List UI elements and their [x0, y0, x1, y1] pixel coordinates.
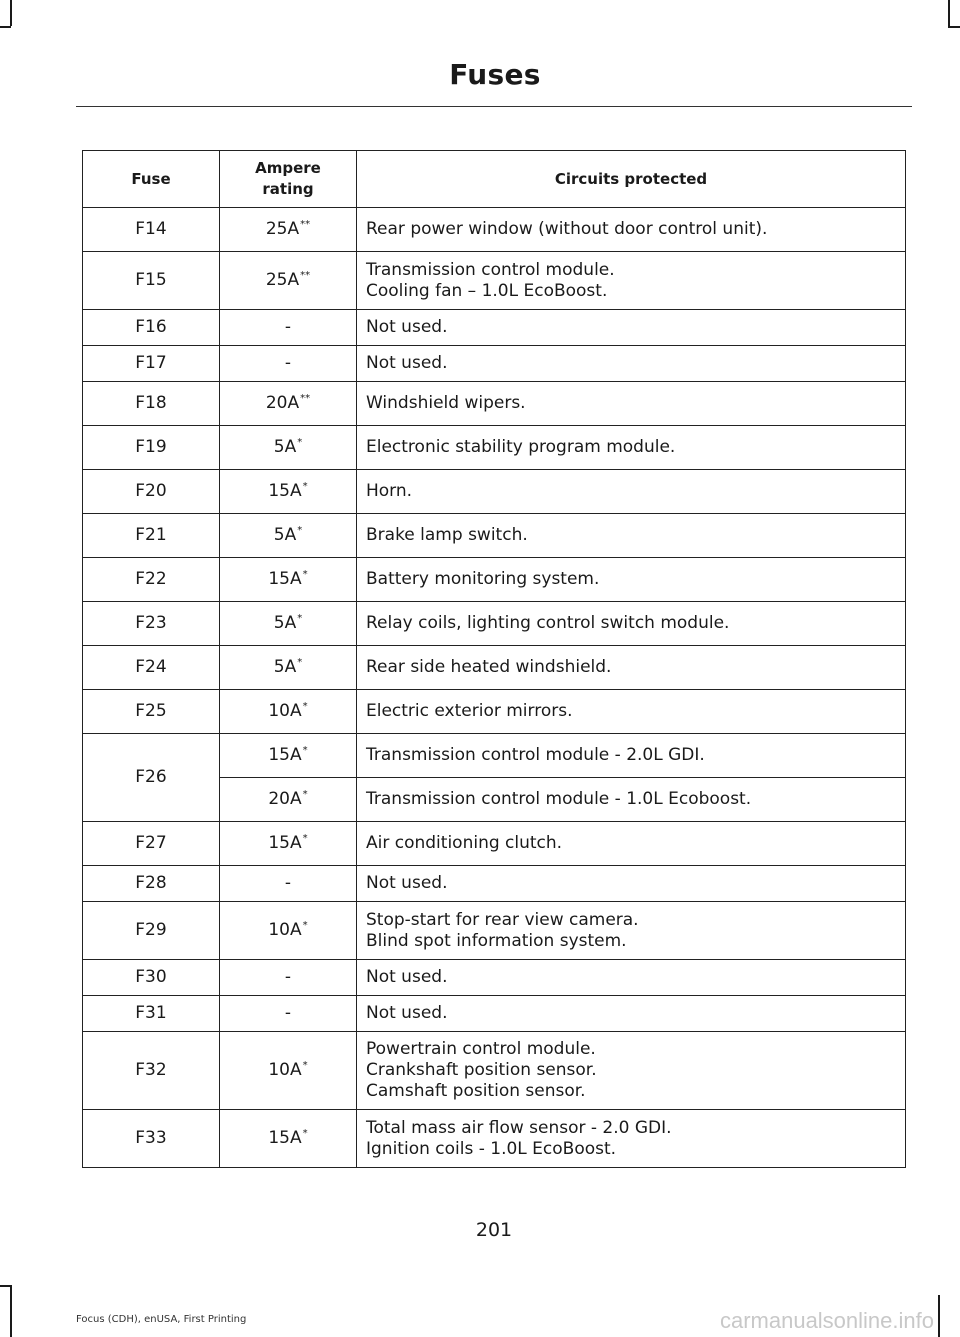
crop-mark-bottom-left	[10, 1285, 12, 1337]
circuits-protected	[357, 960, 906, 996]
circuit-line: Crankshaft position sensor.	[366, 1060, 597, 1080]
circuit-line: Rear side heated windshield.	[366, 657, 612, 677]
ampere-value: -	[284, 317, 292, 337]
ampere-rating	[220, 252, 357, 310]
ampere-rating	[220, 426, 357, 470]
table-row	[83, 346, 906, 382]
circuits-protected	[357, 310, 906, 346]
table-row	[83, 960, 906, 996]
table-row	[83, 558, 906, 602]
page-number: 201	[475, 1219, 513, 1241]
circuit-line: Stop-start for rear view camera.	[366, 909, 639, 930]
circuit-line: Brake lamp switch.	[366, 525, 528, 545]
footnote-marker: *	[297, 613, 303, 624]
circuits-protected	[357, 558, 906, 602]
circuit-line: Windshield wipers.	[366, 393, 526, 413]
footnote-marker: *	[297, 657, 303, 668]
footnote-marker: **	[300, 219, 311, 230]
table-row	[83, 208, 906, 252]
ampere-value: 25A	[265, 270, 300, 290]
fuse-table	[82, 150, 906, 1168]
circuits-protected	[357, 734, 906, 778]
circuits-protected	[357, 778, 906, 822]
ampere-rating	[220, 646, 357, 690]
circuit-line: Transmission control module - 2.0L GDI.	[366, 745, 705, 765]
ampere-value: -	[284, 873, 292, 893]
ampere-value: -	[284, 967, 292, 987]
fuse-id: F23	[83, 602, 220, 646]
footnote-marker: *	[297, 525, 303, 536]
circuits-protected	[357, 346, 906, 382]
fuse-id: F17	[83, 346, 220, 382]
circuit-line: Air conditioning clutch.	[366, 833, 563, 853]
fuse-id: F18	[83, 382, 220, 426]
fuse-id: F21	[83, 514, 220, 558]
fuse-id: F15	[83, 252, 220, 310]
ampere-value: 10A	[268, 1060, 302, 1080]
ampere-value: 25A	[265, 219, 300, 239]
table-row	[83, 822, 906, 866]
fuse-id: F27	[83, 822, 220, 866]
circuit-line: Battery monitoring system.	[366, 569, 600, 589]
circuit-line: Powertrain control module.	[366, 1039, 596, 1059]
footnote-marker: *	[302, 833, 308, 844]
circuits-protected	[357, 426, 906, 470]
column-header-circuits-protected: Circuits protected	[357, 151, 906, 208]
crop-mark-top-right-h	[948, 26, 960, 28]
circuit-line: Camshaft position sensor.	[366, 1081, 586, 1101]
ampere-rating	[220, 778, 357, 822]
ampere-rating	[220, 1110, 357, 1168]
circuits-protected	[357, 996, 906, 1032]
ampere-rating	[220, 866, 357, 902]
circuit-line: Total mass air flow sensor - 2.0 GDI.	[366, 1117, 672, 1138]
footer-text: Focus (CDH), enUSA, First Printing	[76, 1314, 247, 1325]
footnote-marker: *	[302, 1060, 308, 1071]
circuit-line: Blind spot information system.	[366, 930, 627, 951]
circuit-line: Electric exterior mirrors.	[366, 701, 573, 721]
ampere-rating	[220, 470, 357, 514]
ampere-value: 15A	[268, 481, 302, 501]
circuits-protected	[357, 208, 906, 252]
ampere-value: 10A	[268, 920, 302, 940]
circuits-protected	[357, 822, 906, 866]
table-row	[83, 902, 906, 960]
table-row	[83, 514, 906, 558]
table-row	[83, 310, 906, 346]
circuits-protected	[357, 602, 906, 646]
circuits-protected	[357, 1110, 906, 1168]
ampere-value: 5A	[273, 437, 297, 457]
ampere-rating	[220, 602, 357, 646]
fuse-id: F24	[83, 646, 220, 690]
fuse-id: F26	[83, 734, 220, 822]
table-row	[83, 426, 906, 470]
crop-mark-top-left	[10, 0, 12, 26]
fuse-id: F14	[83, 208, 220, 252]
table-row	[83, 382, 906, 426]
ampere-rating	[220, 346, 357, 382]
ampere-rating	[220, 902, 357, 960]
ampere-rating	[220, 208, 357, 252]
ampere-rating	[220, 822, 357, 866]
circuits-protected	[357, 382, 906, 426]
circuit-line: Transmission control module.	[366, 259, 615, 280]
circuit-line: Not used.	[366, 967, 448, 987]
table-row	[83, 1032, 906, 1110]
ampere-rating	[220, 1032, 357, 1110]
table-row	[83, 996, 906, 1032]
circuit-line: Rear power window (without door control unit).	[366, 219, 768, 239]
ampere-rating	[220, 996, 357, 1032]
table-row	[83, 690, 906, 734]
fuse-id: F20	[83, 470, 220, 514]
column-header-fuse: Fuse	[83, 151, 220, 208]
circuit-line: Electronic stability program module.	[366, 437, 676, 457]
ampere-value: 20A	[268, 789, 302, 809]
fuse-id: F22	[83, 558, 220, 602]
table-row	[83, 866, 906, 902]
footnote-marker: **	[300, 393, 311, 404]
footnote-marker: **	[300, 270, 311, 281]
circuit-line: Cooling fan – 1.0L EcoBoost.	[366, 280, 608, 301]
circuit-line: Horn.	[366, 481, 413, 501]
table-header-row	[83, 151, 906, 208]
footnote-marker: *	[302, 701, 308, 712]
circuit-line: Not used.	[366, 1003, 448, 1023]
crop-mark-bottom-left-h	[0, 1285, 11, 1287]
ampere-rating	[220, 310, 357, 346]
table-row	[83, 470, 906, 514]
crop-mark-bottom-right	[938, 1295, 940, 1337]
ampere-value: 5A	[273, 613, 297, 633]
fuse-id: F31	[83, 996, 220, 1032]
footnote-marker: *	[302, 481, 308, 492]
circuits-protected	[357, 252, 906, 310]
circuits-protected	[357, 1032, 906, 1110]
circuits-protected	[357, 902, 906, 960]
footnote-marker: *	[302, 569, 308, 580]
footnote-marker: *	[302, 789, 308, 800]
column-header-ampere-rating: Ampere rating	[220, 151, 357, 208]
circuits-protected	[357, 866, 906, 902]
fuse-id: F33	[83, 1110, 220, 1168]
fuse-id: F19	[83, 426, 220, 470]
ampere-rating	[220, 382, 357, 426]
ampere-value: 10A	[268, 701, 302, 721]
circuits-protected	[357, 646, 906, 690]
title-divider	[76, 106, 912, 107]
footnote-marker: *	[302, 920, 308, 931]
ampere-rating	[220, 514, 357, 558]
crop-mark-top-right	[948, 0, 950, 26]
circuit-line: Transmission control module - 1.0L Ecoboost.	[366, 789, 752, 809]
crop-mark-top-left-h	[0, 26, 11, 28]
footnote-marker: *	[297, 437, 303, 448]
circuit-line: Relay coils, lighting control switch module.	[366, 613, 730, 633]
page-title: Fuses	[449, 58, 541, 91]
ampere-value: 5A	[273, 525, 297, 545]
ampere-value: 15A	[268, 833, 302, 853]
fuse-id: F25	[83, 690, 220, 734]
table-row	[83, 252, 906, 310]
circuit-line: Ignition coils - 1.0L EcoBoost.	[366, 1138, 617, 1159]
ampere-rating	[220, 734, 357, 778]
fuse-table-body	[83, 208, 906, 1168]
table-row	[83, 602, 906, 646]
footnote-marker: *	[302, 745, 308, 756]
ampere-rating	[220, 558, 357, 602]
ampere-value: 5A	[273, 657, 297, 677]
circuit-line: Not used.	[366, 317, 448, 337]
fuse-id: F30	[83, 960, 220, 996]
ampere-rating	[220, 960, 357, 996]
watermark: carmanualsonline.info	[719, 1308, 934, 1333]
footnote-marker: *	[302, 1128, 308, 1139]
fuse-id: F32	[83, 1032, 220, 1110]
table-row	[83, 734, 906, 778]
circuit-line: Not used.	[366, 353, 448, 373]
fuse-id: F29	[83, 902, 220, 960]
table-row	[83, 646, 906, 690]
ampere-value: 15A	[268, 569, 302, 589]
ampere-value: -	[284, 353, 292, 373]
ampere-value: 15A	[268, 745, 302, 765]
fuse-id: F28	[83, 866, 220, 902]
circuits-protected	[357, 470, 906, 514]
ampere-value: 15A	[268, 1128, 302, 1148]
circuit-line: Not used.	[366, 873, 448, 893]
ampere-rating	[220, 690, 357, 734]
ampere-value: -	[284, 1003, 292, 1023]
circuits-protected	[357, 690, 906, 734]
ampere-value: 20A	[265, 393, 300, 413]
circuits-protected	[357, 514, 906, 558]
fuse-id: F16	[83, 310, 220, 346]
table-row	[83, 1110, 906, 1168]
